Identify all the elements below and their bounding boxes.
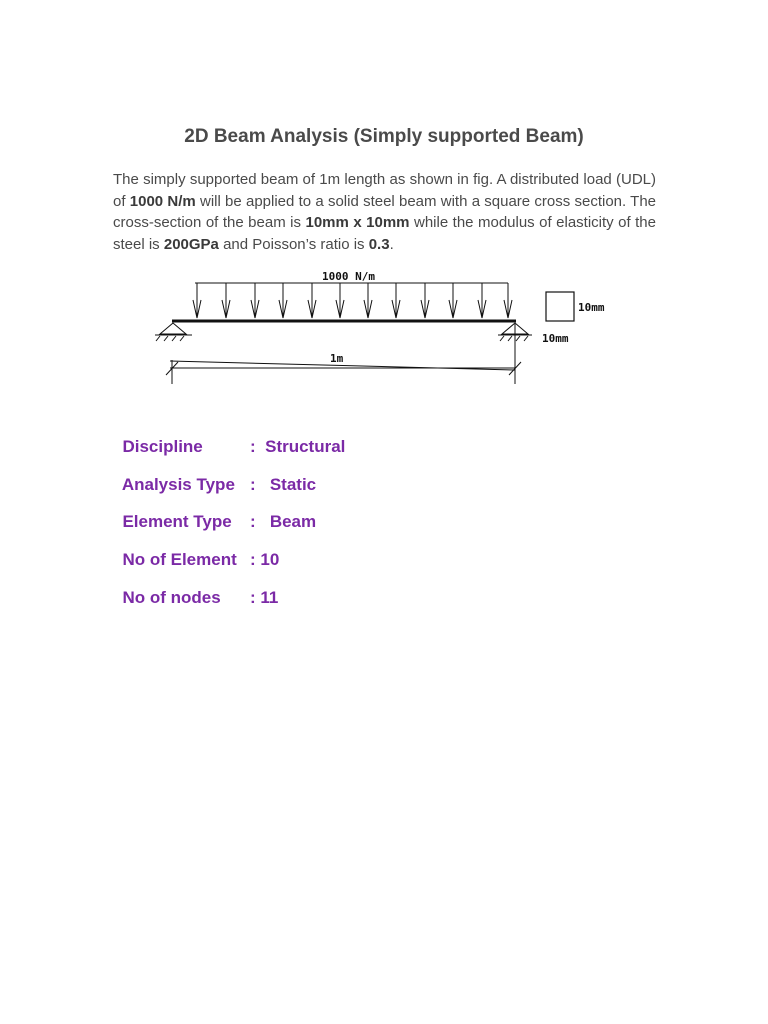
property-label: No of Element bbox=[122, 550, 237, 569]
property-label: Discipline bbox=[122, 437, 203, 456]
span-dimension bbox=[166, 324, 521, 384]
property-label: Analysis Type bbox=[121, 475, 235, 494]
property-no-of-nodes bbox=[113, 568, 279, 608]
property-label: No of nodes bbox=[122, 588, 221, 607]
property-label: Element Type bbox=[122, 512, 232, 531]
page-title: 2D Beam Analysis (Simply supported Beam) bbox=[184, 126, 584, 147]
property-value: : Beam bbox=[250, 512, 317, 531]
load-arrow-icon bbox=[251, 283, 259, 318]
section-width-label: 10mm bbox=[542, 332, 569, 345]
load-arrow-icon bbox=[279, 283, 287, 318]
poisson-value: 0.3 bbox=[368, 235, 390, 253]
load-arrow-icon bbox=[222, 283, 230, 318]
property-value: : Structural bbox=[250, 437, 346, 456]
beam-diagram bbox=[140, 262, 640, 392]
cross-section-square bbox=[546, 292, 574, 321]
load-arrow-icon bbox=[193, 283, 201, 318]
property-no-of-element bbox=[113, 530, 280, 570]
load-arrow-icon bbox=[364, 283, 372, 318]
property-value: : 10 bbox=[250, 550, 280, 569]
paragraph-text-5: . bbox=[389, 235, 394, 253]
property-value: : 11 bbox=[250, 588, 279, 607]
paragraph-text-2: will be applied to a solid steel beam with a square cross section. The cross-section of the beam is bbox=[113, 192, 657, 231]
load-value: 1000 N/m bbox=[129, 192, 196, 210]
load-arrow-icon bbox=[478, 283, 486, 318]
section-height-label: 10mm bbox=[578, 301, 605, 314]
load-arrow-icon bbox=[421, 283, 429, 318]
udl-arrows bbox=[193, 283, 512, 318]
property-analysis-type bbox=[113, 455, 317, 495]
load-arrow-icon bbox=[308, 283, 316, 318]
load-arrow-icon bbox=[336, 283, 344, 318]
modulus-value: 200GPa bbox=[163, 235, 219, 253]
load-arrow-icon bbox=[392, 283, 400, 318]
paragraph-text-1: The simply supported beam of 1m length as shown in fig. A distributed load (UDL) of bbox=[113, 171, 656, 210]
property-discipline bbox=[113, 417, 346, 457]
load-arrow-icon bbox=[449, 283, 457, 318]
intro-paragraph bbox=[113, 169, 656, 255]
span-label: 1m bbox=[330, 352, 344, 365]
section-size-value: 10mm x 10mm bbox=[305, 214, 410, 231]
paragraph-text-4: and Poisson’s ratio is bbox=[218, 235, 369, 253]
left-support-icon bbox=[155, 323, 192, 341]
property-value: : Static bbox=[250, 475, 317, 494]
paragraph-text-3: while the modulus of elasticity of the steel is bbox=[113, 214, 656, 253]
load-label: 1000 N/m bbox=[322, 270, 375, 283]
load-arrow-icon bbox=[504, 283, 512, 318]
property-element-type bbox=[113, 492, 317, 532]
